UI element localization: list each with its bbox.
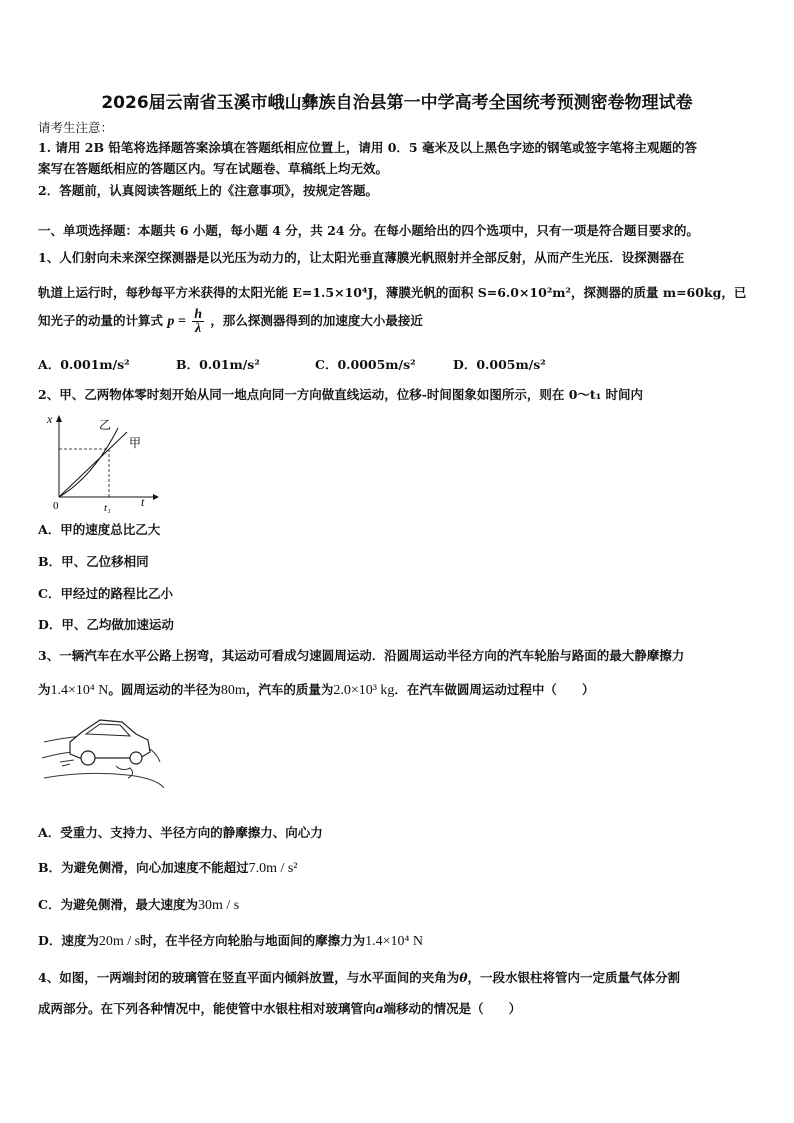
q3-option-c-value: 30m / s — [197, 898, 240, 913]
q3-line-2 — [38, 680, 594, 699]
q3-option-d-speed: 20m / s — [98, 934, 141, 949]
q1-option-b: B．0.01m/s² — [176, 357, 260, 372]
q4-line-2-pre: 成两部分。在下列各种情况中，能使管中水银柱相对玻璃管向 — [38, 1001, 376, 1016]
car-wheel-rear — [130, 752, 142, 764]
car-wheel-front — [81, 751, 95, 765]
q2-option-a: A．甲的速度总比乙大 — [38, 522, 161, 537]
q3-line-2-c: ，汽车的质量为 — [245, 682, 334, 697]
x-axis-label: x — [47, 412, 53, 426]
q4-line-2-post: 端移动的情况是（ ） — [383, 1001, 522, 1016]
road-line-3 — [44, 773, 164, 788]
q3-option-d-text-1: D．速度为 — [38, 933, 99, 948]
q3-car-illustration — [40, 712, 170, 792]
label-yi: 乙 — [99, 418, 112, 432]
notice-item-1-line-1: 1. 请用 2B 铅笔将选择题答案涂填在答题纸相应位置上，请用 0．5 毫米及以上黑色字迹的钢笔或签字笔将主观题的答 — [38, 140, 697, 155]
q1-option-c: C．0.0005m/s² — [315, 357, 416, 372]
formula-numerator: h — [194, 307, 203, 322]
q3-line-2-d: ．在汽车做圆周运动过程中（ ） — [394, 682, 595, 697]
notice-heading: 请考生注意： — [38, 120, 114, 135]
q3-line-2-a: 为 — [38, 682, 51, 697]
q1-line-2: 轨道上运行时，每秒每平方米获得的太阳光能 E=1.5×10⁴J，薄膜光帆的面积 S=6.0×10²m²，探测器的质量 m=60kg，已 — [38, 285, 747, 300]
q3-option-d-text-2: 时，在半径方向轮胎与地面间的摩擦力为 — [140, 933, 366, 948]
label-jia: 甲 — [129, 436, 142, 450]
t-axis-label: t — [141, 495, 145, 509]
q2-option-b: B．甲、乙位移相同 — [38, 554, 149, 569]
q3-option-a: A．受重力、支持力、半径方向的静摩擦力、向心力 — [38, 825, 323, 840]
q2-line-1: 2、甲、乙两物体零时刻开始从同一地点向同一方向做直线运动，位移-时间图象如图所示，则在 0～t₁ 时间内 — [38, 387, 644, 402]
q4-theta: θ — [459, 970, 468, 985]
q3-option-c-text: C．为避免侧滑，最大速度为 — [38, 897, 198, 912]
q3-radius: 80m — [220, 683, 246, 698]
exam-title: 2026届云南省玉溪市峨山彝族自治县第一中学高考全国统考预测密卷物理试卷 — [101, 93, 693, 113]
q1-line-3-post: ，那么探测器得到的加速度大小最接近 — [210, 313, 423, 328]
q1-line-3-pre: 知光子的动量的计算式 — [38, 313, 164, 328]
formula-denominator: λ — [195, 321, 202, 336]
t1-label: t₁ — [104, 502, 111, 514]
x-axis-arrow — [56, 415, 62, 422]
motion-lines — [60, 760, 74, 766]
q1-line-1: 1、人们射向未来深空探测器是以光压为动力的，让太阳光垂直薄膜光帆照射并全部反射，从而产生光压．设探测器在 — [38, 250, 685, 265]
t-axis-arrow — [153, 494, 159, 500]
q2-option-d: D．甲、乙均做加速运动 — [38, 617, 174, 632]
q1-line-3 — [38, 308, 423, 335]
line-jia — [59, 432, 127, 497]
q3-option-d-friction: 1.4×10⁴ N — [365, 934, 423, 949]
q4-end-a: a — [375, 1001, 384, 1016]
q3-mass: 2.0×10³ kg — [333, 683, 395, 698]
notice-item-1-line-2: 案写在答题纸相应的答题区内。写在试题卷、草稿纸上均无效。 — [38, 161, 389, 176]
q3-option-c — [38, 895, 239, 914]
origin-label: 0 — [53, 500, 59, 512]
q3-max-friction: 1.4×10⁴ N — [50, 683, 109, 698]
q1-option-d: D．0.005m/s² — [453, 357, 546, 372]
q2-xt-graph — [38, 405, 168, 515]
q4-line-1-pre: 4、如图，一两端封闭的玻璃管在竖直平面内倾斜放置，与水平面间的夹角为 — [38, 970, 460, 985]
q1-option-a: A．0.001m/s² — [38, 357, 130, 372]
q3-option-b-value: 7.0m / s² — [248, 861, 298, 876]
q2-option-c: C．甲经过的路程比乙小 — [38, 586, 173, 601]
notice-item-2: 2．答题前，认真阅读答题纸上的《注意事项》，按规定答题。 — [38, 183, 378, 198]
skid-mark — [116, 766, 133, 778]
formula-lhs: p = — [167, 314, 186, 329]
q3-line-2-b: 。圆周运动的半径为 — [108, 682, 221, 697]
q3-option-b-text: B．为避免侧滑，向心加速度不能超过 — [38, 860, 249, 875]
q4-line-2 — [38, 999, 521, 1017]
q4-line-1 — [38, 968, 680, 986]
formula-fraction — [192, 308, 204, 335]
q3-option-b — [38, 858, 298, 877]
q3-line-1: 3、一辆汽车在水平公路上拐弯，其运动可看成匀速圆周运动．沿圆周运动半径方向的汽车轮胎与路面的最大静摩擦力 — [38, 648, 685, 663]
section-heading: 一、单项选择题：本题共 6 小题，每小题 4 分，共 24 分。在每小题给出的四个选项中，只有一项是符合题目要求的。 — [38, 223, 699, 238]
q4-line-1-post: ，一段水银柱将管内一定质量气体分割 — [467, 970, 681, 985]
q3-option-d — [38, 931, 423, 950]
